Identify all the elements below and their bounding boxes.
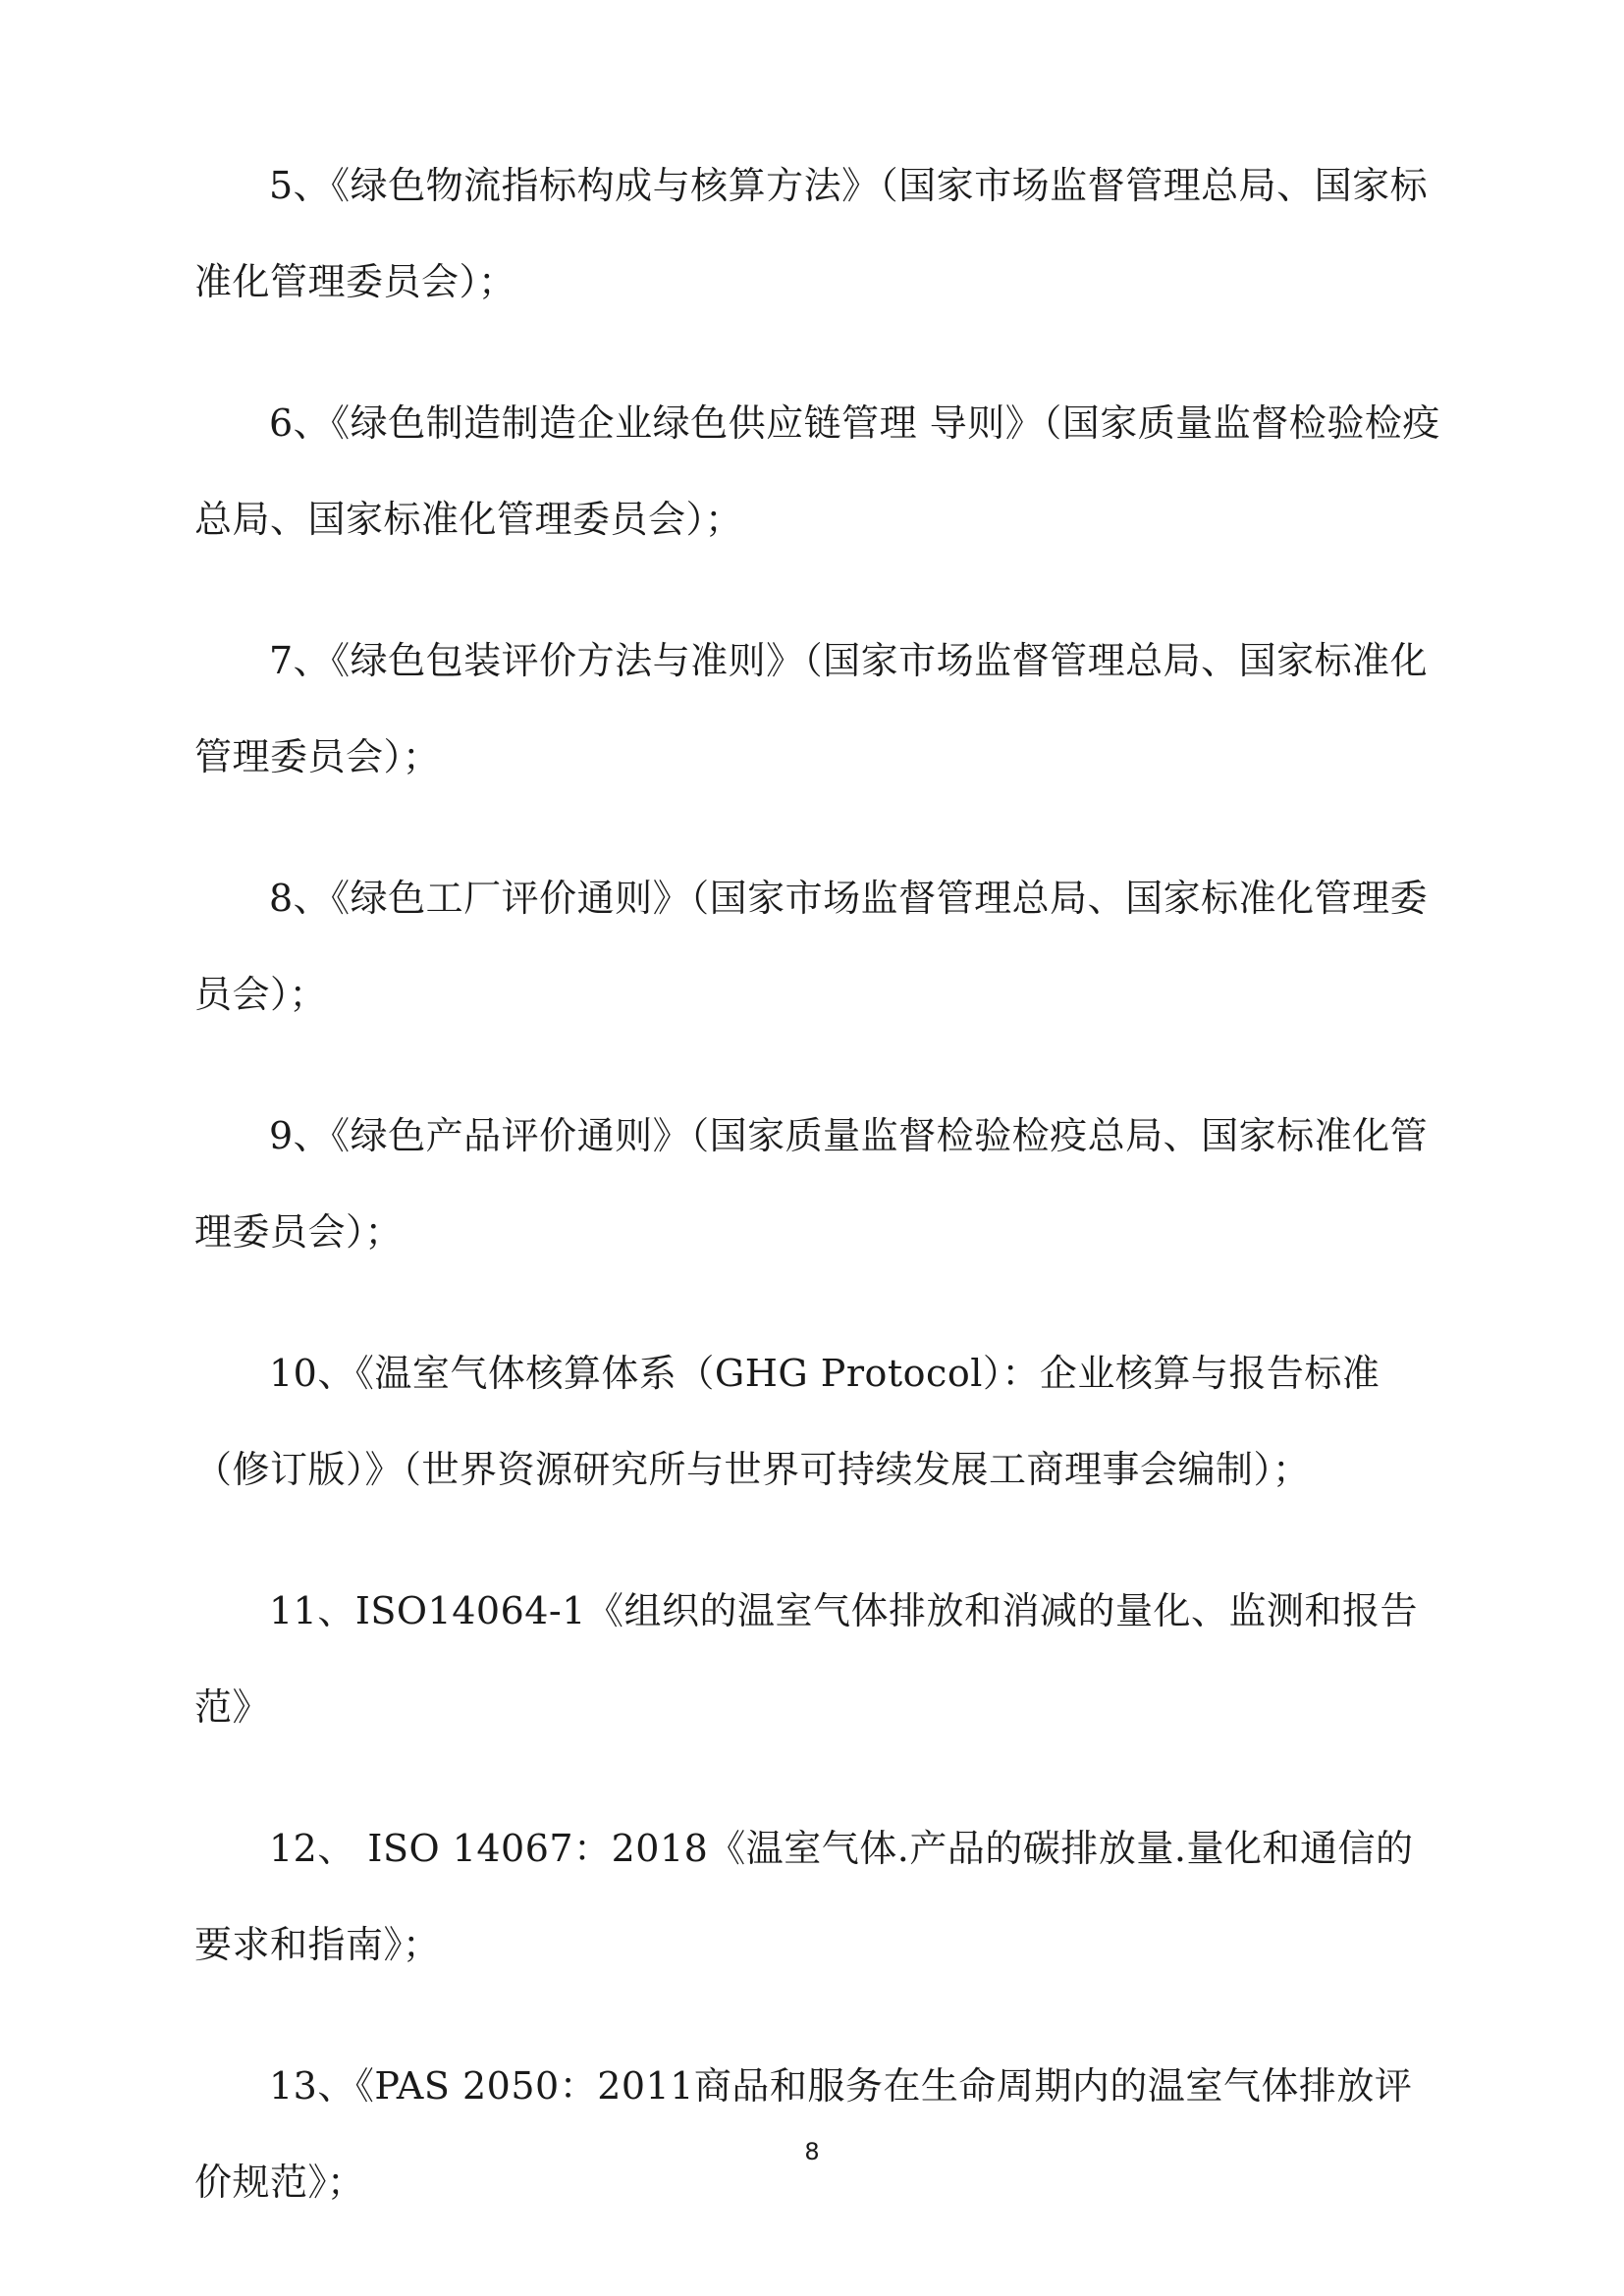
reference-item-7: 7、《绿色包装评价方法与准则》（国家市场监督管理总局、国家标准化管理委员会）； [194,639,1429,778]
reference-item-12: 12、 ISO 14067：2018《温室气体.产品的碳排放量.量化和通信的要求和指南》； [194,1827,1414,1966]
reference-item-13: 13、《PAS 2050：2011商品和服务在生命周期内的温室气体排放评价规范》； [194,2064,1413,2204]
reference-item-5: 5、《绿色物流指标构成与核算方法》（国家市场监督管理总局、国家标准化管理委员会）； [194,164,1429,303]
reference-item-6: 6、《绿色制造制造企业绿色供应链管理 导则》（国家质量监督检验检疫总局、国家标准化管理委员会）； [194,401,1440,541]
reference-list [194,137,1441,2275]
reference-item-10: 10、《温室气体核算体系（GHG Protocol）：企业核算与报告标准（修订版）》（世界资源研究所与世界可持续发展工商理事会编制）； [194,1352,1380,1491]
page-number: 8 [804,2138,820,2165]
reference-item-9: 9、《绿色产品评价通则》（国家质量监督检验检疫总局、国家标准化管理委员会）； [194,1114,1429,1254]
reference-item-8: 8、《绿色工厂评价通则》（国家市场监督管理总局、国家标准化管理委员会）； [194,877,1429,1016]
reference-item-11: 11、ISO14064-1《组织的温室气体排放和消减的量化、监测和报告范》 [194,1589,1418,1729]
